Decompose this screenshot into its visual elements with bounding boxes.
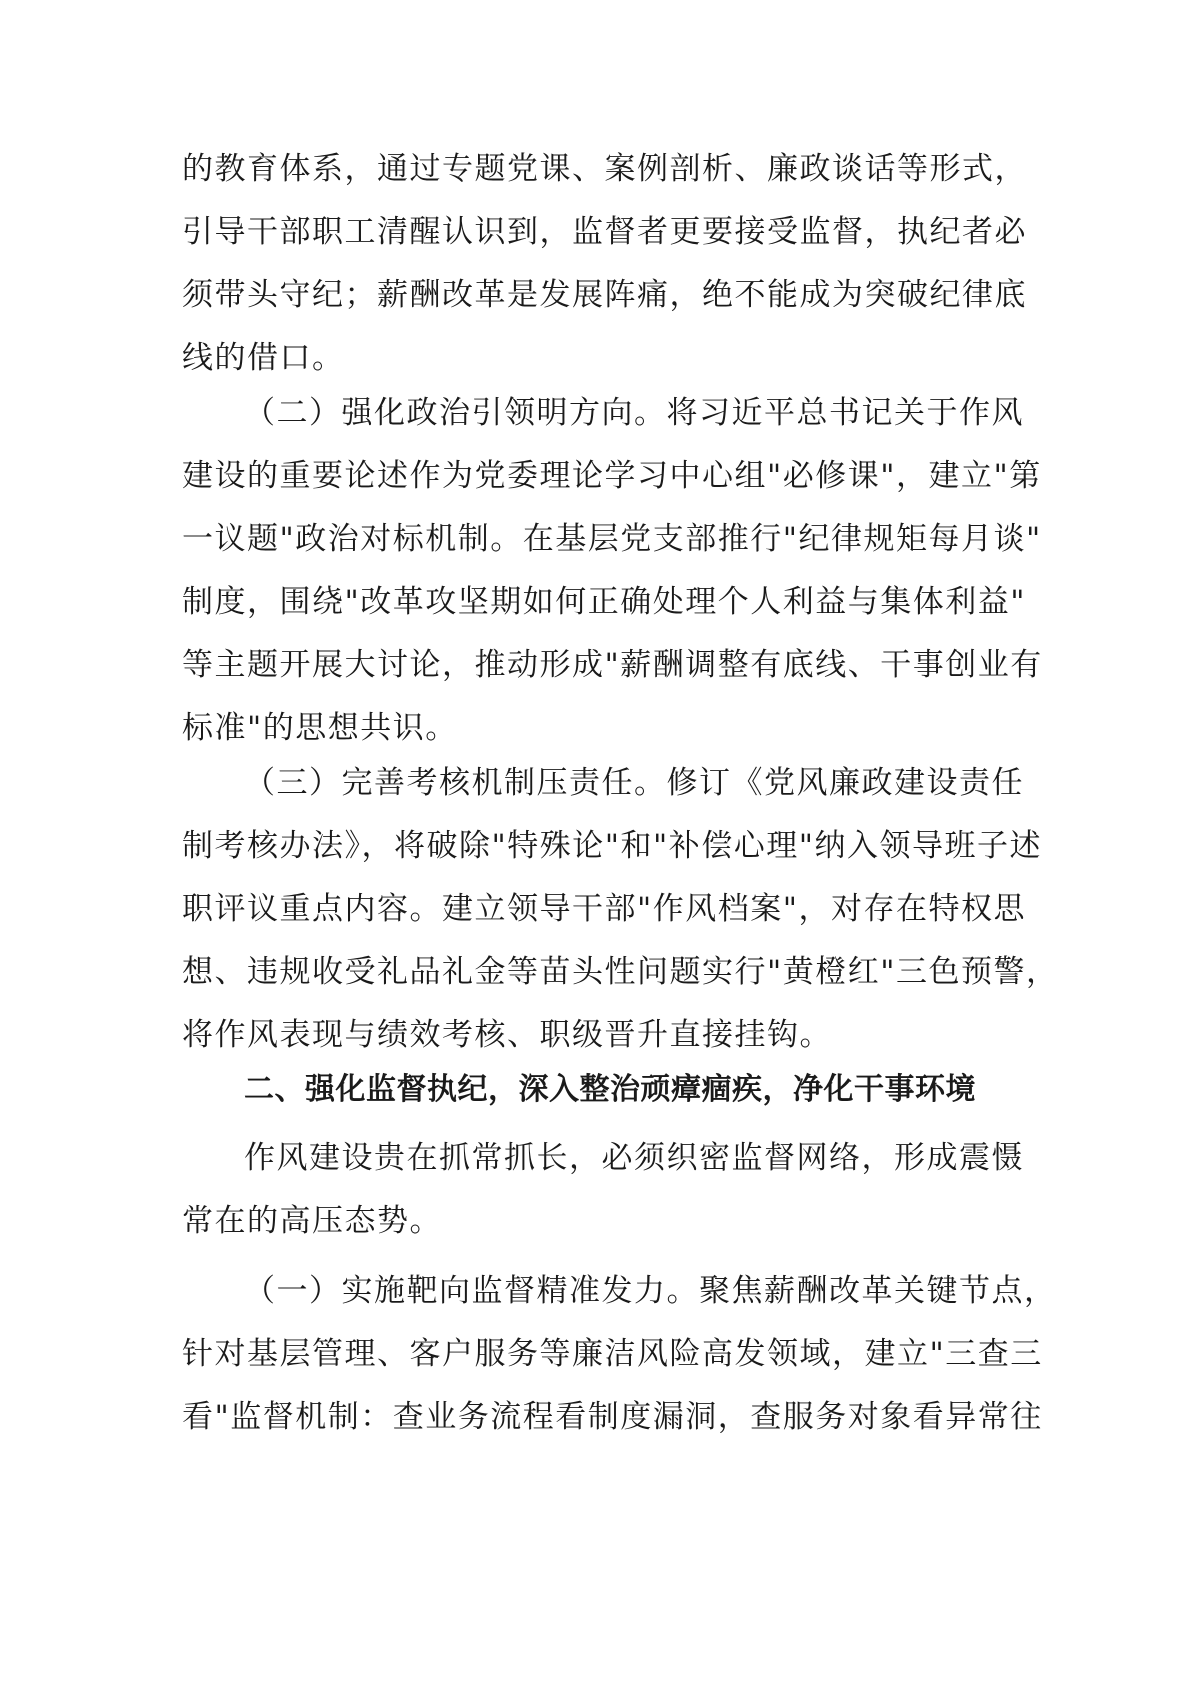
paragraph-line: 的教育体系，通过专题党课、案例剖析、廉政谈话等形式， xyxy=(182,151,1027,187)
paragraph-line: （二）强化政治引领明方向。将习近平总书记关于作风 xyxy=(244,395,1024,431)
paragraph-supervision-intro xyxy=(182,1127,1024,1253)
section-heading: 二、强化监督执纪，深入整治顽瘴痼疾，净化干事环境 xyxy=(244,1072,976,1107)
paragraph-line: 一议题"政治对标机制。在基层党支部推行"纪律规矩每月谈" xyxy=(182,521,1042,557)
paragraph-line: 引导干部职工清醒认识到，监督者更要接受监督，执纪者必 xyxy=(182,214,1027,250)
paragraph-line: 线的借口。 xyxy=(182,340,345,376)
paragraph-line: （三）完善考核机制压责任。修订《党风廉政建设责任 xyxy=(244,765,1024,801)
paragraph-targeted-supervision xyxy=(182,1260,1057,1449)
paragraph-line: 将作风表现与绩效考核、职级晋升直接挂钩。 xyxy=(182,1017,832,1053)
paragraph-line: 制度，围绕"改革攻坚期如何正确处理个人利益与集体利益" xyxy=(182,584,1027,620)
paragraph-line: 制考核办法》，将破除"特殊论"和"补偿心理"纳入领导班子述 xyxy=(182,828,1043,864)
paragraph-line: （一）实施靶向监督精准发力。聚焦薪酬改革关键节点， xyxy=(244,1273,1057,1309)
paragraph-line: 针对基层管理、客户服务等廉洁风险高发领域，建立"三查三 xyxy=(182,1336,1043,1372)
paragraph-line: 常在的高压态势。 xyxy=(182,1203,442,1239)
paragraph-line: 想、违规收受礼品礼金等苗头性问题实行"黄橙红"三色预警， xyxy=(182,954,1059,990)
paragraph-line: 作风建设贵在抓常抓长，必须织密监督网络，形成震慑 xyxy=(244,1140,1024,1176)
paragraph-line: 须带头守纪；薪酬改革是发展阵痛，绝不能成为突破纪律底 xyxy=(182,277,1027,313)
paragraph-line: 职评议重点内容。建立领导干部"作风档案"，对存在特权思 xyxy=(182,891,1027,927)
paragraph-line: 标准"的思想共识。 xyxy=(182,710,458,746)
paragraph-line: 建设的重要论述作为党委理论学习中心组"必修课"，建立"第 xyxy=(182,458,1042,494)
paragraph-education-system xyxy=(182,138,1027,390)
paragraph-political-guidance xyxy=(182,382,1043,760)
paragraph-line: 等主题开展大讨论，推动形成"薪酬调整有底线、干事创业有 xyxy=(182,647,1043,683)
paragraph-assessment-mechanism xyxy=(182,752,1059,1067)
paragraph-line: 看"监督机制：查业务流程看制度漏洞，查服务对象看异常往 xyxy=(182,1399,1043,1435)
